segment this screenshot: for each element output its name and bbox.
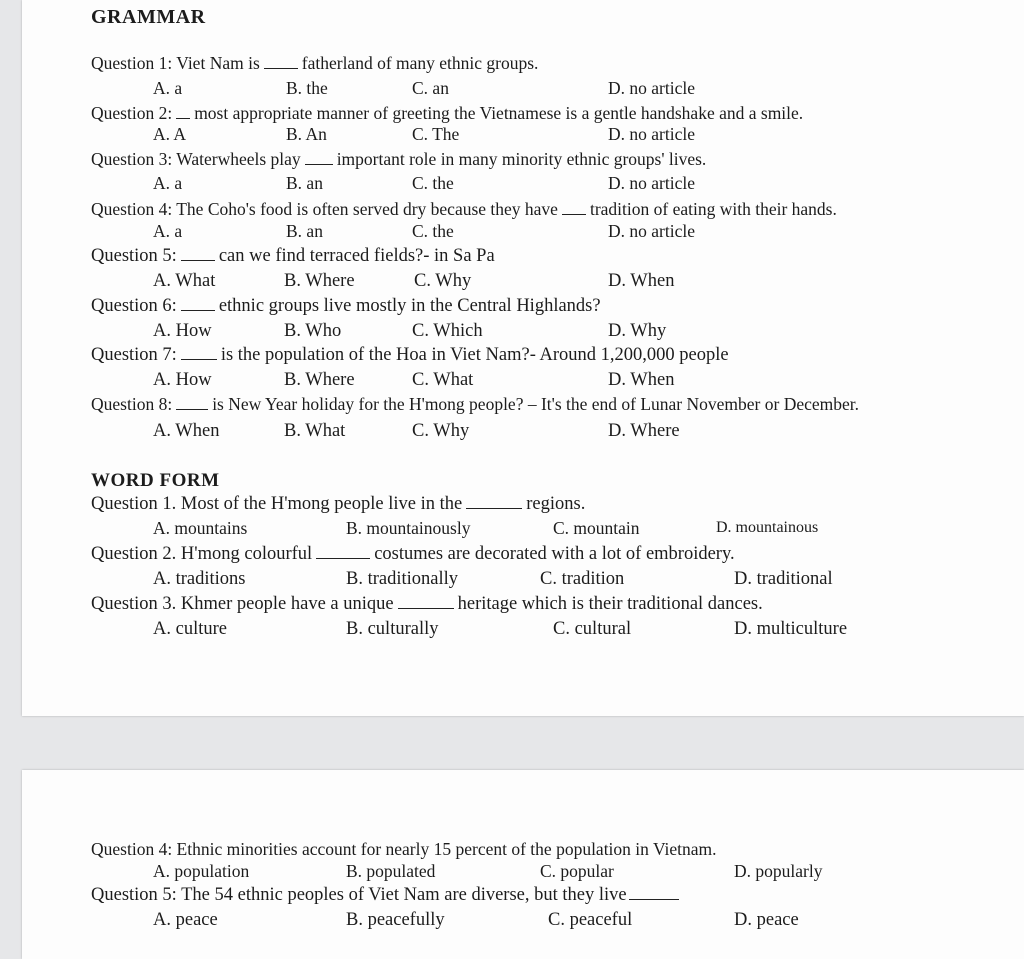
option-d: D. no article	[608, 221, 695, 241]
option-d: D. no article	[608, 124, 695, 144]
option-b: B. Who	[284, 321, 342, 341]
option-c: C. Which	[412, 321, 483, 341]
option-b: B. An	[286, 124, 327, 144]
option-a: A. What	[153, 271, 216, 291]
grammar-question-8: Question 8: is New Year holiday for the H'mong people? – It's the end of Lunar November or December.	[91, 394, 860, 414]
option-a: A. How	[153, 370, 212, 390]
option-d: D. no article	[608, 173, 695, 193]
grammar-question-3-options	[0, 175, 1024, 195]
word-form-question-4: Question 4: Ethnic minorities account for nearly 15 percent of the population in Vietnam.	[91, 839, 717, 859]
grammar-question-7: Question 7: is the population of the Hoa in Viet Nam?- Around 1,200,000 people	[91, 345, 729, 365]
option-b: B. traditionally	[346, 569, 459, 589]
option-b: B. Where	[284, 271, 355, 291]
option-b: B. populated	[346, 861, 436, 881]
option-a: A. traditions	[153, 569, 246, 589]
word-form-question-5-options	[0, 911, 1024, 931]
option-c: C. tradition	[540, 569, 625, 589]
grammar-question-6-options	[0, 322, 1024, 342]
option-a: A. a	[153, 173, 183, 193]
option-d: D. traditional	[734, 569, 833, 589]
grammar-question-8-options	[0, 422, 1024, 442]
grammar-question-5: Question 5: can we find terraced fields?- in Sa Pa	[91, 246, 495, 266]
answer-blank	[181, 259, 215, 261]
grammar-question-1-options	[0, 80, 1024, 100]
option-b: B. mountainously	[346, 518, 471, 538]
answer-blank	[562, 213, 586, 215]
grammar-heading: GRAMMAR	[91, 6, 206, 28]
option-c: C. What	[412, 370, 474, 390]
option-b: B. an	[286, 173, 323, 193]
answer-blank	[398, 607, 454, 609]
option-c: C. cultural	[553, 619, 632, 639]
option-a: A. culture	[153, 619, 227, 639]
option-a: A. peace	[153, 910, 218, 930]
grammar-question-2: Question 2: most appropriate manner of greeting the Vietnamese is a gentle handshake and a smile.	[91, 103, 804, 123]
word-form-question-1: Question 1. Most of the H'mong people live in the regions.	[91, 494, 586, 514]
word-form-question-1-options	[0, 520, 1024, 540]
option-c: C. an	[412, 78, 449, 98]
grammar-question-3: Question 3: Waterwheels play important role in many minority ethnic groups' lives.	[91, 149, 707, 169]
option-d: D. Why	[608, 321, 667, 341]
word-form-heading: WORD FORM	[91, 470, 220, 491]
grammar-question-2-options	[0, 126, 1024, 146]
option-a: A. a	[153, 221, 183, 241]
grammar-question-6: Question 6: ethnic groups live mostly in the Central Highlands?	[91, 296, 601, 316]
word-form-question-2: Question 2. H'mong colourful costumes are decorated with a lot of embroidery.	[91, 544, 735, 564]
word-form-question-2-options	[0, 570, 1024, 590]
option-d: D. popularly	[734, 861, 823, 881]
option-d: D. no article	[608, 78, 695, 98]
grammar-question-4-options	[0, 223, 1024, 243]
option-b: B. the	[286, 78, 328, 98]
grammar-question-7-options	[0, 371, 1024, 391]
option-d: D. mountainous	[716, 519, 819, 536]
answer-blank	[176, 408, 208, 410]
option-c: C. mountain	[553, 518, 640, 538]
option-a: A. When	[153, 421, 220, 441]
option-c: C. Why	[412, 421, 470, 441]
option-c: C. the	[412, 221, 454, 241]
word-form-question-5: Question 5: The 54 ethnic peoples of Viet Nam are diverse, but they live	[91, 886, 683, 905]
option-a: A. population	[153, 861, 250, 881]
option-c: C. peaceful	[548, 910, 633, 930]
option-a: A. a	[153, 78, 183, 98]
option-b: B. an	[286, 221, 323, 241]
word-form-question-4-options	[0, 863, 1024, 883]
word-form-question-3: Question 3. Khmer people have a unique heritage which is their traditional dances.	[91, 594, 763, 614]
grammar-question-1: Question 1: Viet Nam is fatherland of many ethnic groups.	[91, 53, 539, 73]
option-a: A. mountains	[153, 518, 248, 538]
answer-blank	[176, 117, 190, 119]
option-a: A. How	[153, 321, 212, 341]
answer-blank	[629, 898, 679, 900]
answer-blank	[181, 358, 217, 360]
option-b: B. Where	[284, 370, 355, 390]
option-c: C. Why	[414, 271, 472, 291]
answer-blank	[316, 557, 370, 559]
word-form-question-3-options	[0, 620, 1024, 640]
answer-blank	[305, 163, 333, 165]
option-d: D. When	[608, 271, 675, 291]
option-d: D. multiculture	[734, 619, 848, 639]
option-c: C. popular	[540, 861, 614, 881]
option-b: B. culturally	[346, 619, 439, 639]
answer-blank	[181, 309, 215, 311]
option-a: A. A	[153, 124, 187, 144]
option-d: D. Where	[608, 421, 680, 441]
answer-blank	[264, 67, 298, 69]
option-b: B. peacefully	[346, 910, 445, 930]
option-b: B. What	[284, 421, 346, 441]
option-d: D. When	[608, 370, 675, 390]
answer-blank	[466, 507, 522, 509]
grammar-question-4: Question 4: The Coho's food is often served dry because they have tradition of eating with their hands.	[91, 199, 837, 219]
option-d: D. peace	[734, 910, 799, 930]
option-c: C. the	[412, 173, 454, 193]
option-c: C. The	[412, 124, 460, 144]
grammar-question-5-options	[0, 272, 1024, 292]
